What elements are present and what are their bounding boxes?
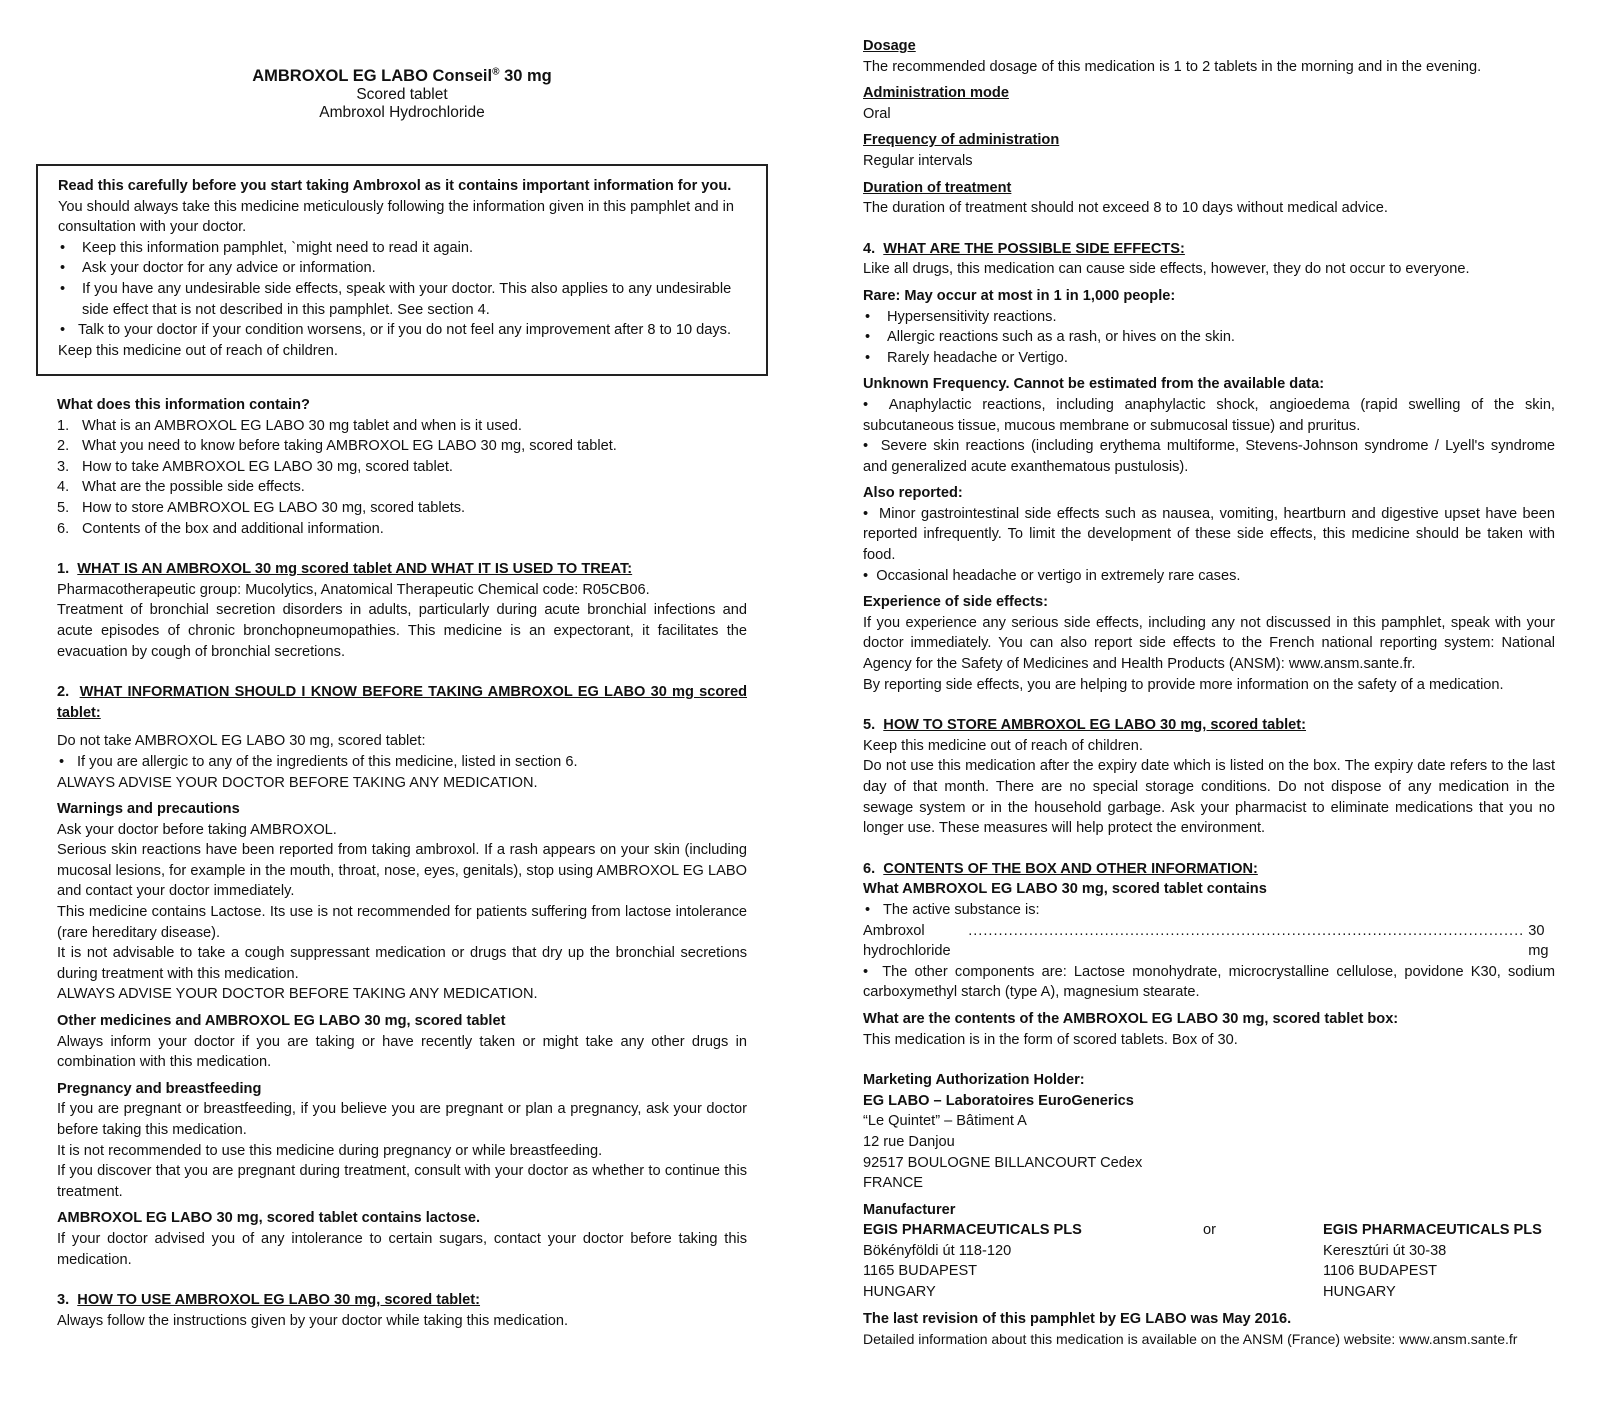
- product-title: AMBROXOL EG LABO Conseil® 30 mg: [252, 66, 552, 85]
- contents-item: 2. What you need to know before taking AMBROXOL EG LABO 30 mg, scored tablet.: [57, 438, 617, 455]
- manufacturer-row: 1165 BUDAPEST 1106 BUDAPEST: [863, 1263, 1438, 1280]
- administration-text: Oral: [863, 105, 891, 122]
- contents-heading: What does this information contain?: [57, 397, 310, 413]
- contents-item: 4. What are the possible side effects.: [57, 479, 305, 496]
- contents-item: 5. How to store AMBROXOL EG LABO 30 mg, scored tablets.: [57, 499, 466, 516]
- warning-box: [36, 164, 768, 376]
- warning-bullet: • Keep this information pamphlet, `might need to read it again.: [58, 238, 746, 259]
- rare-item: • Hypersensitivity reactions.: [863, 307, 1555, 328]
- frequency-text: Regular intervals: [863, 152, 973, 169]
- manufacturer-row: HUNGARY HUNGARY: [863, 1284, 1396, 1301]
- box-contents-heading: What are the contents of the AMBROXOL EG LABO 30 mg, scored tablet box:: [863, 1010, 1399, 1027]
- do-not-take: Do not take AMBROXOL EG LABO 30 mg, scored tablet:: [57, 733, 426, 750]
- mah-address: “Le Quintet” – Bâtiment A: [863, 1113, 1027, 1130]
- section-5-title: 5. HOW TO STORE AMBROXOL EG LABO 30 mg, scored tablet:: [863, 717, 1307, 734]
- rare-item: • Allergic reactions such as a rash, or hives on the skin.: [863, 327, 1555, 348]
- right-column: [863, 36, 1555, 1350]
- left-column: [57, 395, 747, 1331]
- experience-text: If you experience any serious side effects, including any not discussed in this pamphlet, speak with your doctor immediately. You can also report side effects to the French national reporting system: National Agency for the Safety of Medicines and Health Products (ANSM): www.ansm.sante.fr.: [863, 614, 1555, 673]
- section-6-title: 6. CONTENTS OF THE BOX AND OTHER INFORMATION:: [863, 860, 1258, 877]
- section-4-title: 4. WHAT ARE THE POSSIBLE SIDE EFFECTS:: [863, 240, 1185, 257]
- dosage-heading: Dosage: [863, 38, 916, 54]
- section-1-atc: Pharmacotherapeutic group: Mucolytics, Anatomical Therapeutic Chemical code: R05CB06.: [57, 581, 650, 598]
- manufacturer-row: Bökényföldi út 118-120 Keresztúri út 30-38: [863, 1242, 1447, 1259]
- other-medicines-heading: Other medicines and AMBROXOL EG LABO 30 mg, scored tablet: [57, 1013, 506, 1030]
- lactose-heading: AMBROXOL EG LABO 30 mg, scored tablet contains lactose.: [57, 1210, 481, 1227]
- warning-bullet: • If you have any undesirable side effects, speak with your doctor. This also applies to any undesirable side effect that is not described in this pamphlet. See section 4.: [58, 279, 746, 320]
- registered-mark: ®: [492, 66, 500, 78]
- other-components: • The other components are: Lactose monohydrate, microcrystalline cellulose, povidone K30, sodium carboxymethyl starch (type A), magnesium stearate.: [863, 963, 1555, 1001]
- manufacturer-heading: Manufacturer: [863, 1201, 956, 1218]
- also-item: • Occasional headache or vertigo in extremely rare cases.: [863, 567, 1241, 584]
- other-medicines-text: Always inform your doctor if you are taking or have recently taken or might take any other drugs in combination with this medication.: [57, 1033, 747, 1071]
- warning-intro: You should always take this medicine meticulously following the information given in this pamphlet and in consultation with your doctor.: [58, 198, 735, 236]
- warnings-heading: Warnings and precautions: [57, 801, 240, 818]
- manufacturer-2-name: EGIS PHARMACEUTICALS PLS: [1323, 1222, 1542, 1239]
- administration-heading: Administration mode: [863, 85, 1009, 102]
- frequency-heading: Frequency of administration: [863, 132, 1060, 149]
- unknown-item: • Severe skin reactions (including erythema multiforme, Stevens-Johnson syndrome / Lyell's syndrome and generalized acute exanthematous pustulosis).: [863, 438, 1556, 475]
- warnings-text: Serious skin reactions have been reported from taking ambroxol. If a rash appears on your skin (including mucosal lesions, for example in the mouth, throat, nose, eyes, genitals), stop using AMBROXOL EG LABO and contact your doctor immediately.: [57, 842, 747, 900]
- experience-text: By reporting side effects, you are helping to provide more information on the safety of a medication.: [863, 676, 1504, 693]
- rare-item: • Rarely headache or Vertigo.: [863, 348, 1555, 369]
- manufacturer-1-name: EGIS PHARMACEUTICALS PLS: [863, 1222, 1082, 1239]
- section-1-text: Treatment of bronchial secretion disorders in adults, particularly during acute bronchial infections and acute episodes of chronic bronchopneumopathies. This medicine is an expectorant, it facilitates the evacuation by cough of bronchial secretions.: [57, 602, 747, 660]
- contents-item: 3. How to take AMBROXOL EG LABO 30 mg, scored tablet.: [57, 458, 453, 475]
- contents-item: 6. Contents of the box and additional information.: [57, 520, 384, 537]
- section-3-title: 3. HOW TO USE AMBROXOL EG LABO 30 mg, scored tablet:: [57, 1292, 481, 1309]
- unknown-frequency-heading: Unknown Frequency. Cannot be estimated from the available data:: [863, 376, 1325, 393]
- experience-heading: Experience of side effects:: [863, 594, 1048, 611]
- product-substance: Ambroxol Hydrochloride: [319, 104, 485, 121]
- unknown-item: • Anaphylactic reactions, including anaphylactic shock, angioedema (rapid swelling of the skin, subcutaneous tissue, mucous membrane or submucosal tissue) and pruritus.: [863, 396, 1555, 434]
- warning-intro-bold: Read this carefully before you start taking Ambroxol as it contains important information for you.: [58, 178, 732, 194]
- allergy-bullet: • If you are allergic to any of the ingredients of this medicine, listed in section 6.: [57, 752, 747, 773]
- contents-item: 1. What is an AMBROXOL EG LABO 30 mg tablet and when is it used.: [57, 417, 522, 434]
- warning-bullet: • Ask your doctor for any advice or information.: [58, 258, 746, 279]
- section-4-intro: Like all drugs, this medication can cause side effects, however, they do not occur to everyone.: [863, 261, 1470, 278]
- document-title: [57, 66, 747, 122]
- also-reported-heading: Also reported:: [863, 485, 963, 502]
- warnings-text: It is not advisable to take a cough suppressant medication or drugs that dry up the bronchial secretions during treatment with this medication.: [57, 945, 747, 982]
- pregnancy-text: If you discover that you are pregnant during treatment, consult with your doctor as whether to continue this treatment.: [57, 1163, 747, 1200]
- section-2-title: 2. WHAT INFORMATION SHOULD I KNOW BEFORE TAKING AMBROXOL EG LABO 30 mg scored tablet:: [57, 684, 748, 721]
- mah-address: FRANCE: [863, 1175, 923, 1192]
- rare-heading: Rare: May occur at most in 1 in 1,000 people:: [863, 287, 1176, 304]
- mah-address: 92517 BOULOGNE BILLANCOURT Cedex: [863, 1154, 1143, 1171]
- duration-text: The duration of treatment should not exceed 8 to 10 days without medical advice.: [863, 200, 1388, 217]
- active-bullet: • The active substance is:: [863, 900, 1555, 921]
- warning-bullet: • Talk to your doctor if your condition worsens, or if you do not feel any improvement after 8 to 10 days.: [58, 320, 746, 341]
- mah-name: EG LABO – Laboratoires EuroGenerics: [863, 1092, 1134, 1109]
- duration-heading: Duration of treatment: [863, 179, 1012, 196]
- revision-date: The last revision of this pamphlet by EG LABO was May 2016.: [863, 1310, 1292, 1327]
- always-advise: ALWAYS ADVISE YOUR DOCTOR BEFORE TAKING ANY MEDICATION.: [57, 774, 538, 791]
- also-item: • Minor gastrointestinal side effects such as nausea, vomiting, heartburn and digestive upset have been reported infrequently. To limit the development of these side effects, this medicine should be taken with food.: [863, 505, 1556, 564]
- active-substance-row: Ambroxol hydrochloride .............................................................................................................. 30 mg: [863, 922, 1549, 960]
- lactose-text: If your doctor advised you of any intolerance to certain sugars, contact your doctor before taking this medication.: [57, 1230, 747, 1268]
- pregnancy-heading: Pregnancy and breastfeeding: [57, 1080, 262, 1097]
- always-advise: ALWAYS ADVISE YOUR DOCTOR BEFORE TAKING ANY MEDICATION.: [57, 986, 538, 1003]
- warnings-text: Ask your doctor before taking AMBROXOL.: [57, 821, 337, 838]
- mah-address: 12 rue Danjou: [863, 1133, 955, 1150]
- mah-heading: Marketing Authorization Holder:: [863, 1072, 1085, 1089]
- section-1-title: 1. WHAT IS AN AMBROXOL 30 mg scored tablet AND WHAT IT IS USED TO TREAT:: [57, 561, 633, 578]
- box-contents-text: This medication is in the form of scored tablets. Box of 30.: [863, 1031, 1238, 1048]
- pregnancy-text: If you are pregnant or breastfeeding, if you believe you are pregnant or plan a pregnancy, ask your doctor before taking this medication.: [57, 1101, 747, 1138]
- product-form: Scored tablet: [356, 86, 448, 103]
- pregnancy-text: It is not recommended to use this medicine during pregnancy or while breastfeeding.: [57, 1142, 603, 1159]
- section-5-text: Do not use this medication after the expiry date which is listed on the box. The expiry date refers to the last day of that month. There are no special storage conditions. Do not dispose of any medication in the sewage system or in the household garbage. Ask your pharmacist to eliminate medications that you no longer use. These measures will help protect the environment.: [863, 758, 1555, 837]
- manufacturer-or: or: [1203, 1222, 1216, 1239]
- section-5-text: Keep this medicine out of reach of children.: [863, 737, 1143, 754]
- website-note: Detailed information about this medication is available on the ANSM (France) website: www.ansm.sante.fr: [863, 1331, 1518, 1348]
- warnings-text: This medicine contains Lactose. Its use is not recommended for patients suffering from lactose intolerance (rare hereditary disease).: [57, 904, 747, 941]
- dosage-text: The recommended dosage of this medication is 1 to 2 tablets in the morning and in the evening.: [863, 58, 1482, 75]
- manufacturer-row: [863, 1220, 1555, 1241]
- warning-closing: Keep this medicine out of reach of children.: [58, 342, 338, 359]
- contains-heading: What AMBROXOL EG LABO 30 mg, scored tablet contains: [863, 881, 1267, 898]
- section-3-text: Always follow the instructions given by your doctor while taking this medication.: [57, 1312, 569, 1329]
